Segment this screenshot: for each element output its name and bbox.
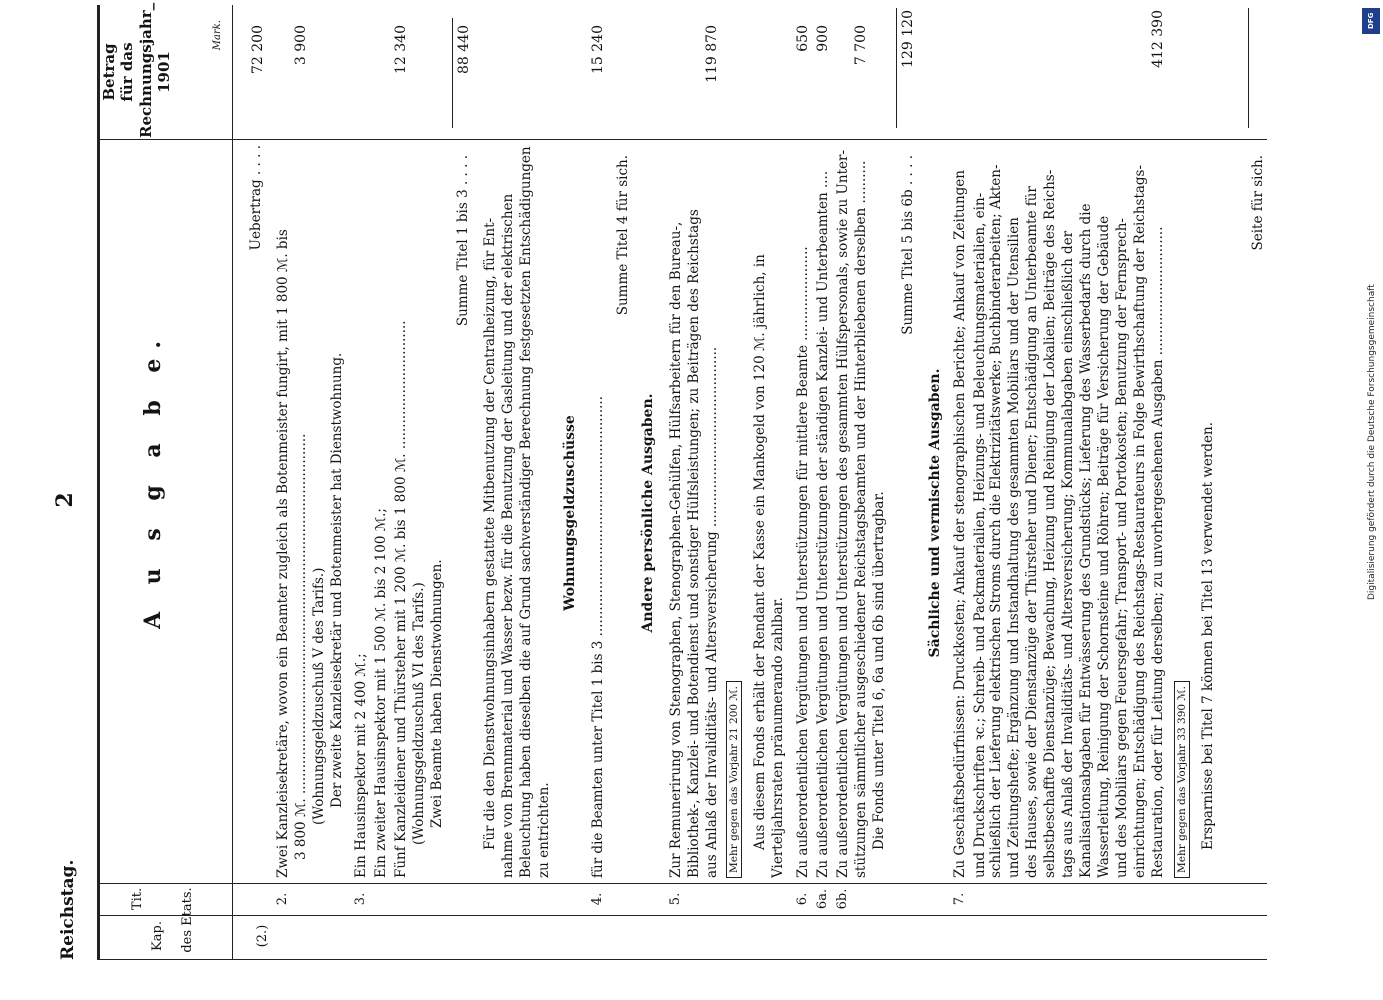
amount-subtotal-5-6b: 129 120 bbox=[900, 10, 916, 68]
entry-line: 3 800 ℳ. .................................................................................... bbox=[293, 433, 309, 860]
subtotal-label: Summe Titel 1 bis 3 . . . . bbox=[455, 155, 471, 327]
entry-note: (Wohnungsgeldzuschuß VI des Tarifs.) bbox=[411, 582, 427, 845]
amount-titel-6a: 900 bbox=[815, 25, 831, 52]
note-line: Aus diesem Fonds erhält der Rendant der Kasse ein Mankogeld von 120 ℳ. jährlich, in bbox=[752, 254, 768, 850]
amount-carry-over: 72 200 bbox=[250, 25, 266, 74]
entry-note: Zwei Beamte haben Dienstwohnungen. bbox=[429, 559, 445, 828]
titel-number: 2. bbox=[275, 892, 290, 906]
dfg-logo: DFG bbox=[1362, 8, 1380, 34]
note-line: nahme von Brennmaterial und Wasser bezw. für die Benutzung der Gasleitung und der elektrischen bbox=[500, 193, 516, 878]
entry-note: (Wohnungsgeldzuschuß V des Tarifs.) bbox=[311, 567, 327, 825]
titel-number: 7. bbox=[952, 892, 967, 906]
entry-line: Restauration, oder für Leitung derselben; zu unvorhergesehenen Ausgaben .............................. bbox=[1150, 226, 1166, 878]
page-sum-label: Seite für sich. bbox=[1250, 155, 1266, 251]
col-rule-kap bbox=[97, 915, 1267, 916]
entry-line: einrichtungen; Entschädigung des Reichstags-Restaurateurs in Folge Bewirthschaftung der Reichstags- bbox=[1132, 164, 1148, 878]
entry-line: Zwei Kanzleisekretäre, wovon ein Beamter zugleich als Botenmeister fungirt, mit 1 800 ℳ. bis bbox=[275, 229, 291, 878]
entry-line: und Zeitungshefte; Ergänzung und Instandhaltung des gesammten Mobiliars und der Utensilien bbox=[1006, 217, 1022, 878]
amount-titel-3: 12 340 bbox=[393, 25, 409, 74]
entry-line: stützungen sämmtlicher ausgeschiedener Reichstagsbeamten und der Hinterbliebenen derselben .......... bbox=[853, 160, 869, 878]
kap-heading: Kap. bbox=[150, 921, 165, 951]
amount-titel-2: 3 900 bbox=[293, 25, 309, 66]
sum-rule bbox=[896, 8, 897, 128]
entry-line: Zu außerordentlichen Vergütungen und Unterstützungen der ständigen Kanzlei- und Unterbeamten .... bbox=[815, 170, 831, 878]
amount-subtotal-1-3: 88 440 bbox=[456, 25, 472, 74]
entry-line: und des Mobiliars gegen Feuersgefahr; Transport- und Portokosten; Benutzung der Fernsprech- bbox=[1114, 218, 1130, 878]
entry-line: Bibliothek-, Kanzlei- und Botendienst und sonstiger Hülfsleistungen; zu Beiträgen des Reichstags bbox=[686, 209, 702, 878]
note-line: Ersparnisse bei Titel 7 können bei Titel 13 verwendet werden. bbox=[1200, 422, 1216, 850]
entry-line: Kanalisationsabgaben für Entwässerung des Grundstücks; Lieferung des Wasserbedarfs durch die bbox=[1078, 203, 1094, 878]
entry-line: Fünf Kanzleidiener und Thürsteher mit 1 200 ℳ. bis 1 800 ℳ. .............................. bbox=[393, 320, 409, 878]
subtotal-label: Summe Titel 4 für sich. bbox=[615, 155, 631, 316]
table-top-rule bbox=[97, 5, 100, 960]
sum-rule bbox=[1248, 8, 1249, 128]
change-note-box: Mehr gegen das Vorjahr 21 200 ℳ. bbox=[726, 681, 742, 878]
entry-line: selbstbeschaffte Dienstanzüge; Bewachung, Heizung und Reinigung der Lokalien; Beiträge des Reichs- bbox=[1042, 169, 1058, 878]
note-line: zu entrichten. bbox=[536, 782, 552, 878]
titel-number: 6. bbox=[795, 892, 810, 906]
entry-line: schließlich der Lieferung elektrischen Stroms durch die Elektrizitätswerke; Buchbinderarbeiten; Akten- bbox=[988, 164, 1004, 878]
entry-line: Wasserleitung, Reinigung der Schornsteine und Röhren; Beiträge für Versicherung der Gebäude bbox=[1096, 215, 1112, 878]
entry-line: Zur Remunerirung von Stenographen, Stenographen-Gehülfen, Hülfsarbeitern für den Bureau-, bbox=[668, 221, 684, 878]
des-etats-heading: des Etats. bbox=[180, 887, 195, 953]
main-title: A u s g a b e. bbox=[140, 330, 166, 630]
running-head: Reichstag. bbox=[58, 859, 78, 960]
note-line: Für die den Dienstwohnungsinhabern gestattete Mitbenutzung der Centralheizung, für Ent- bbox=[482, 217, 498, 850]
entry-line: Zu außerordentlichen Vergütungen und Unterstützungen für mittlere Beamte ...................... bbox=[795, 246, 811, 878]
titel-number: 5. bbox=[668, 892, 683, 906]
section-heading: Andere persönliche Ausgaben. bbox=[640, 393, 656, 633]
carry-over: Uebertrag . . . . bbox=[248, 145, 264, 251]
titel-number: 6b. bbox=[835, 888, 850, 910]
amount-titel-7: 412 390 bbox=[1150, 10, 1166, 68]
col-rule-left bbox=[97, 959, 1267, 960]
entry-line: Zu außerordentlichen Vergütungen und Unterstützungen des gesammten Hülfspersonals, sowie zu Unter- bbox=[835, 149, 851, 878]
entry-line: Ein Hausinspektor mit 2 400 ℳ.; bbox=[353, 653, 369, 878]
digitization-credit: Digitalisierung gefördert durch die Deutsche Forschungsgemeinschaft bbox=[1367, 284, 1377, 600]
entry-line: für die Beamten unter Titel 1 bis 3 ........................................................ bbox=[590, 396, 606, 878]
kap-value: (2.) bbox=[255, 924, 270, 948]
amount-titel-6: 650 bbox=[795, 25, 811, 52]
col-rule-amount bbox=[97, 139, 1267, 140]
entry-note: Die Fonds unter Titel 6, 6a und 6b sind übertragbar. bbox=[871, 491, 887, 850]
header-bottom-rule bbox=[232, 5, 233, 960]
amount-titel-4: 15 240 bbox=[590, 25, 606, 74]
entry-line: aus Anlaß der Invaliditäts- und Altersversicherung .......................................... bbox=[704, 346, 720, 878]
change-note-box: Mehr gegen das Vorjahr 33 390 ℳ. bbox=[1174, 681, 1190, 878]
entry-line: des Hauses, sowie der Dienstanzüge der Thürsteher und Diener; Entschädigung an Unterbeamte für bbox=[1024, 186, 1040, 878]
entry-line: Ein zweiter Hausinspektor mit 1 500 ℳ. bis 2 100 ℳ.; bbox=[373, 508, 389, 878]
amount-heading-line: 1901 bbox=[154, 51, 173, 93]
entry-line: Zu Geschäftsbedürfnissen: Druckkosten; Ankauf der stenographischen Berichte; Ankauf von Zeitungen bbox=[952, 170, 968, 878]
titel-number: 3. bbox=[353, 892, 368, 906]
entry-note: Der zweite Kanzleisekretär und Botenmeister hat Dienstwohnung. bbox=[329, 352, 345, 808]
amount-unit: Mark. bbox=[212, 20, 223, 51]
section-heading: Wohnungsgeldzuschüsse bbox=[562, 415, 578, 611]
amount-heading-line: Rechnungsjahr_ bbox=[136, 2, 155, 138]
titel-number: 6a. bbox=[815, 888, 830, 910]
amount-titel-5: 119 870 bbox=[704, 25, 720, 83]
amount-heading-line: für das bbox=[118, 42, 137, 102]
tit-heading: Tit. bbox=[130, 887, 145, 911]
note-line: Vierteljahrsraten pränumerando zahlbar. bbox=[770, 597, 786, 878]
amount-heading-line: Betrag bbox=[100, 43, 118, 101]
note-line: Beleuchtung haben dieselben die auf Grund sachverständiger Berechnung festgesetzten Entschädigungen bbox=[518, 146, 534, 878]
amount-titel-6b: 7 700 bbox=[853, 25, 869, 66]
titel-number: 4. bbox=[590, 892, 605, 906]
amount-heading bbox=[100, 2, 173, 138]
sum-rule bbox=[452, 18, 453, 128]
entry-line: und Druckschriften ꝛc.; Schreib- und Packmaterialien, Heizungs- und Beleuchtungsmaterialien, ein- bbox=[972, 192, 988, 878]
subtotal-label: Summe Titel 5 bis 6b . . . . bbox=[900, 155, 916, 335]
page-number: 2 bbox=[52, 492, 78, 508]
entry-line: tags aus Anlaß der Invaliditäts- und Altersversicherung; Kommunalabgaben einschließlich der bbox=[1060, 230, 1076, 878]
section-heading: Sächliche und vermischte Ausgaben. bbox=[927, 368, 943, 658]
